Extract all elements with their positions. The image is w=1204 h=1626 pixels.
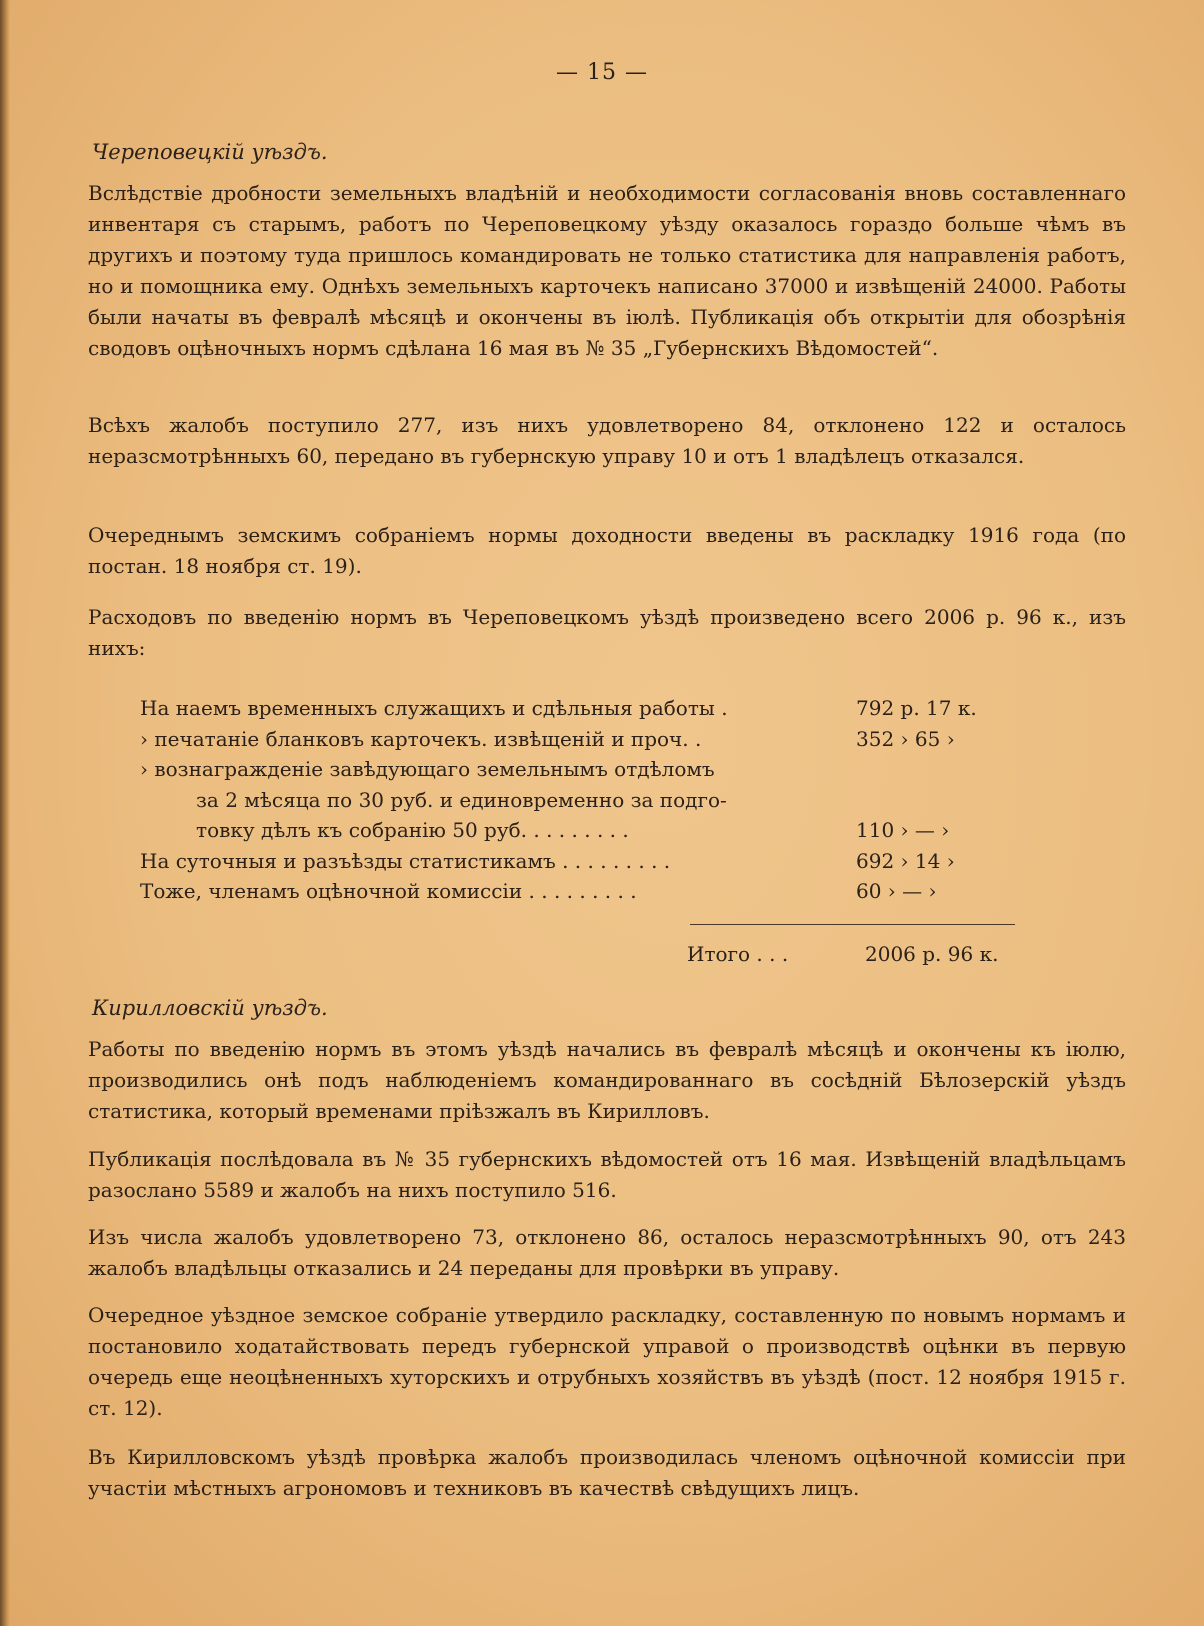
expense-label: товку дѣлъ къ собранію 50 руб. . . . . . . . .: [196, 818, 629, 842]
page-edge: [0, 0, 10, 1626]
expense-label: На суточныя и разъѣзды статистикамъ . . . . . . . . .: [140, 848, 671, 873]
expense-amount: 792 р. 17 к.: [856, 696, 977, 720]
expense-label: › печатаніе бланковъ карточекъ. извѣщеній и проч. .: [140, 726, 702, 751]
paragraph: Работы по введенію нормъ въ этомъ уѣздѣ начались въ февралѣ мѣсяцѣ и окончены къ іюлю, производились онѣ подъ наблюденіемъ командированнаго въ сосѣдній Бѣлозерскій уѣздъ статистика, который временами пріѣзжалъ въ Кирилловъ.: [88, 1037, 1126, 1123]
expense-row: [140, 754, 1020, 785]
paragraph: [88, 178, 1126, 364]
expense-amount: 110 › — ›: [856, 818, 950, 842]
total-amount: 2006 р. 96 к.: [865, 942, 999, 966]
expense-table: [140, 693, 1020, 907]
expense-row: [140, 876, 1020, 907]
expense-row: [140, 693, 1020, 724]
section-heading-cherepovets: Череповецкій уѣздъ.: [92, 140, 328, 164]
paragraph-text: Вслѣдствіе дробности земельныхъ владѣній и необходимости согласованія вновь составленнаго инвентаря съ старымъ, работъ по Череповецкому уѣзду оказалось гораздо больше чѣмъ въ другихъ и поэтому туда пришлось командировать не только статистика для направленія работъ, но и помощника ему. Однѣхъ земельныхъ карточекъ написано 37000 и извѣщеній 24000. Работы были начаты въ февралѣ мѣсяцѣ и окончены въ іюлѣ. Публикація объ открытіи для обозрѣнія сводовъ оцѣночныхъ нормъ сдѣлана 16 мая въ № 35 „Губернскихъ Вѣдомостей“.: [88, 181, 1126, 360]
paragraph: Расходовъ по введенію нормъ въ Череповецкомъ уѣздѣ произведено всего 2006 р. 96 к., изъ нихъ:: [88, 605, 1126, 660]
expense-amount: 60 › — ›: [856, 879, 937, 903]
paragraph: Изъ числа жалобъ удовлетворено 73, отклонено 86, осталось неразсмотрѣнныхъ 90, отъ 243 жалобъ владѣльцы отказались и 24 переданы для провѣрки въ управу.: [88, 1225, 1126, 1280]
sum-divider: [690, 924, 1015, 925]
paragraph: Очередное уѣздное земское собраніе утвердило раскладку, составленную по новымъ нормамъ и постановило ходатайствовать передъ губернской управой о производствѣ оцѣнки въ первую очередь еще неоцѣненныхъ хуторскихъ и отрубныхъ хозяйствъ въ уѣздѣ (пост. 12 ноября 1915 г. ст. 12).: [88, 1303, 1126, 1420]
expense-label: › вознагражденіе завѣдующаго земельнымъ отдѣломъ: [140, 757, 715, 781]
expense-row: [140, 815, 1020, 846]
expense-row: [140, 785, 1020, 816]
paragraph: Очереднымъ земскимъ собраніемъ нормы доходности введены въ раскладку 1916 года (по постан. 18 ноября ст. 19).: [88, 523, 1126, 578]
expense-label: Тоже, членамъ оцѣночной комиссіи . . . . . . . . .: [140, 879, 637, 903]
paragraph: Публикація послѣдовала въ № 35 губернскихъ вѣдомостей отъ 16 мая. Извѣщеній владѣльцамъ разослано 5589 и жалобъ на нихъ поступило 516.: [88, 1147, 1126, 1202]
expense-label: На наемъ временныхъ служащихъ и сдѣльныя работы .: [140, 696, 728, 720]
expense-row: [140, 724, 1020, 755]
total-row: [687, 942, 999, 966]
expense-amount: 692 › 14 ›: [856, 848, 955, 873]
paragraph: Въ Кирилловскомъ уѣздѣ провѣрка жалобъ производилась членомъ оцѣночной комиссіи при участіи мѣстныхъ агрономовъ и техниковъ въ качествѣ свѣдущихъ лицъ.: [88, 1445, 1126, 1500]
section-heading-kirillov: Кирилловскій уѣздъ.: [92, 996, 328, 1020]
expense-label: за 2 мѣсяца по 30 руб. и единовременно за подго-: [196, 787, 727, 812]
expense-amount: 352 › 65 ›: [856, 726, 955, 751]
paragraph: Всѣхъ жалобъ поступило 277, изъ нихъ удовлетворено 84, отклонено 122 и осталось неразсмотрѣнныхъ 60, передано въ губернскую управу 10 и отъ 1 владѣлецъ отказался.: [88, 413, 1126, 468]
total-label: Итого . . .: [687, 942, 789, 966]
page-number: — 15 —: [556, 60, 648, 85]
expense-row: [140, 846, 1020, 877]
